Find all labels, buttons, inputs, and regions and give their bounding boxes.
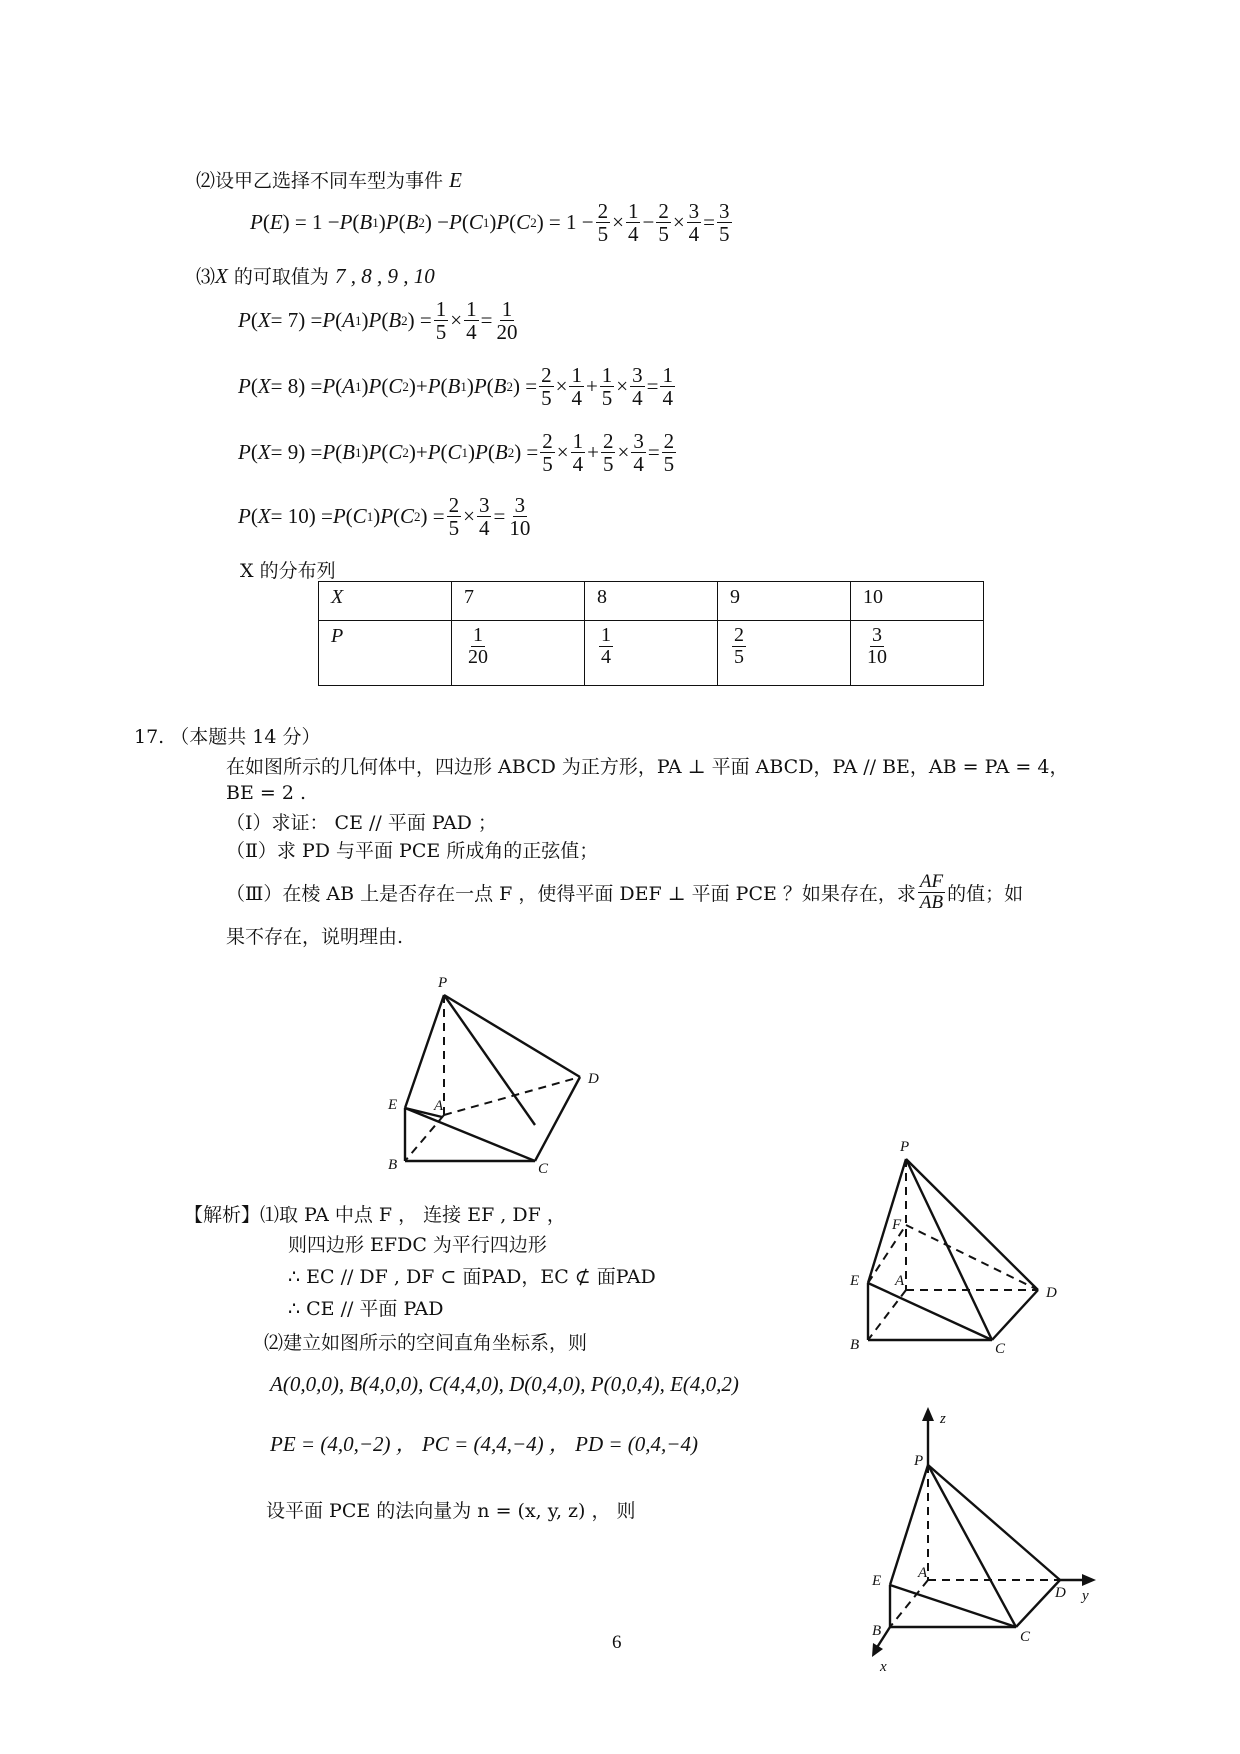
table-cell: 10	[851, 582, 984, 621]
y-axis-arrow-icon	[1082, 1574, 1096, 1586]
svg-text:y: y	[1082, 1588, 1089, 1604]
px9-formula: P ( X = 9) = P ( B 1 ) P ( C 2 )+ P ( C 1 ) P ( B 2 ) = $\frac{2}{5}$ × $\frac{1}{4}$ + $\frac{2}{5}$ × $\frac{3}{4}$ = $\frac{2}{5}$	[238, 429, 675, 477]
q17-part3-cont: 果不存在，说明理由.	[226, 926, 404, 948]
q17-stem-line2: BE = 2 .	[226, 782, 306, 804]
table-cell: 9	[718, 582, 851, 621]
svg-text:C: C	[995, 1341, 1006, 1357]
svg-text:E: E	[850, 1273, 860, 1289]
svg-text:F: F	[892, 1217, 902, 1233]
geometry-figure-2	[840, 1135, 1070, 1360]
table-cell: 7	[452, 582, 585, 621]
table-row	[319, 582, 984, 621]
dist-title: X 的分布列	[240, 560, 336, 582]
svg-text:E: E	[872, 1573, 882, 1589]
part3-intro: ⑶X 的可取值为 7 , 8 , 9 , 10	[196, 264, 435, 288]
svg-text:C: C	[1020, 1629, 1031, 1645]
table-cell: $\frac{1}{20}$	[452, 621, 585, 686]
label-b: B	[388, 1157, 398, 1173]
svg-text:A: A	[895, 1273, 905, 1289]
solution-line3: ∴ EC // DF , DF ⊂ 面PAD，EC ⊄ 面PAD	[288, 1266, 656, 1288]
svg-text:P: P	[914, 1453, 924, 1469]
table-row	[319, 621, 984, 686]
page-number: 6	[612, 1632, 622, 1653]
table-cell: $\frac{1}{4}$	[585, 621, 718, 686]
q17-part3: （Ⅲ）在棱 AB 上是否存在一点 F ，使得平面 DEF ⊥ 平面 PCE ？如果存在，求 $\frac{AF}{AB}$ 的值；如	[226, 871, 1024, 913]
q17-heading: 17. （本题共 14 分）	[134, 726, 321, 748]
label-c: C	[538, 1161, 549, 1177]
px8-formula: P ( X = 8) = P ( A 1 ) P ( C 2 )+ P ( B 1 ) P ( B 2 ) = $\frac{2}{5}$ × $\frac{1}{4}$ + $\frac{1}{5}$ × $\frac{3}{4}$ = $\frac{1}{4}$	[238, 363, 673, 411]
svg-text:P: P	[900, 1139, 910, 1155]
solution-line5: ⑵建立如图所示的空间直角坐标系，则	[264, 1332, 588, 1354]
svg-text:z: z	[940, 1411, 946, 1427]
svg-text:A: A	[918, 1565, 928, 1581]
coords-line: A(0,0,0), B(4,0,0), C(4,4,0), D(0,4,0), P(0,0,4), E(4,0,2)	[270, 1372, 739, 1396]
distribution-table	[318, 581, 984, 686]
px7-formula: P ( X = 7) = P ( A 1 ) P ( B 2 ) = $\frac{1}{5}$ × $\frac{1}{4}$ = $\frac{1}{20}$	[238, 297, 518, 345]
q17-stem-line1: 在如图所示的几何体中，四边形 ABCD 为正方形，PA ⊥ 平面 ABCD，PA // BE，AB = PA = 4，	[226, 756, 1069, 778]
table-cell: X	[319, 582, 452, 621]
svg-text:x: x	[880, 1659, 887, 1675]
label-d: D	[588, 1071, 599, 1087]
table-cell: $\frac{2}{5}$	[718, 621, 851, 686]
table-cell: P	[319, 621, 452, 686]
table-cell: 8	[585, 582, 718, 621]
q17-part2: （Ⅱ）求 PD 与平面 PCE 所成角的正弦值；	[226, 840, 599, 862]
svg-text:D: D	[1046, 1285, 1057, 1301]
z-axis-arrow-icon	[922, 1407, 934, 1421]
solution-line2: 则四边形 EFDC 为平行四边形	[288, 1234, 547, 1256]
vectors-line: PE = (4,0,−2) ， PC = (4,4,−4) ， PD = (0,4,−4)	[270, 1432, 698, 1456]
svg-text:D: D	[1055, 1585, 1066, 1601]
geometry-figure-3	[860, 1405, 1120, 1680]
normal-vector-line: 设平面 PCE 的法向量为 n = (x, y, z) ， 则	[266, 1500, 636, 1522]
svg-text:B: B	[872, 1623, 882, 1639]
svg-text:B: B	[850, 1337, 860, 1353]
px10-formula: P ( X = 10) = P ( C 1 ) P ( C 2 ) = $\frac{2}{5}$ × $\frac{3}{4}$ = $\frac{3}{10}$	[238, 493, 531, 541]
label-p: P	[438, 975, 448, 991]
geometry-figure-1	[380, 965, 620, 1190]
solution-line4: ∴ CE // 平面 PAD	[288, 1298, 444, 1320]
label-e: E	[388, 1097, 398, 1113]
solution-line1: 【解析】⑴取 PA 中点 F ， 连接 EF , DF ，	[184, 1204, 566, 1226]
table-cell: $\frac{3}{10}$	[851, 621, 984, 686]
label-a: A	[434, 1098, 444, 1114]
part2-formula: P ( E ) = 1 − P ( B 1 ) P ( B 2 ) − P ( C 1 ) P ( C 2 ) = 1 − $\frac{2}{5}$ × $\frac{1}{4}$ − $\frac{2}{5}$ × $\frac{3}{4}$ = $\frac{3}{5}$	[250, 199, 730, 247]
part2-intro: ⑵设甲乙选择不同车型为事件 E	[196, 168, 462, 192]
q17-part1: （Ⅰ）求证： CE // 平面 PAD ；	[226, 812, 497, 834]
